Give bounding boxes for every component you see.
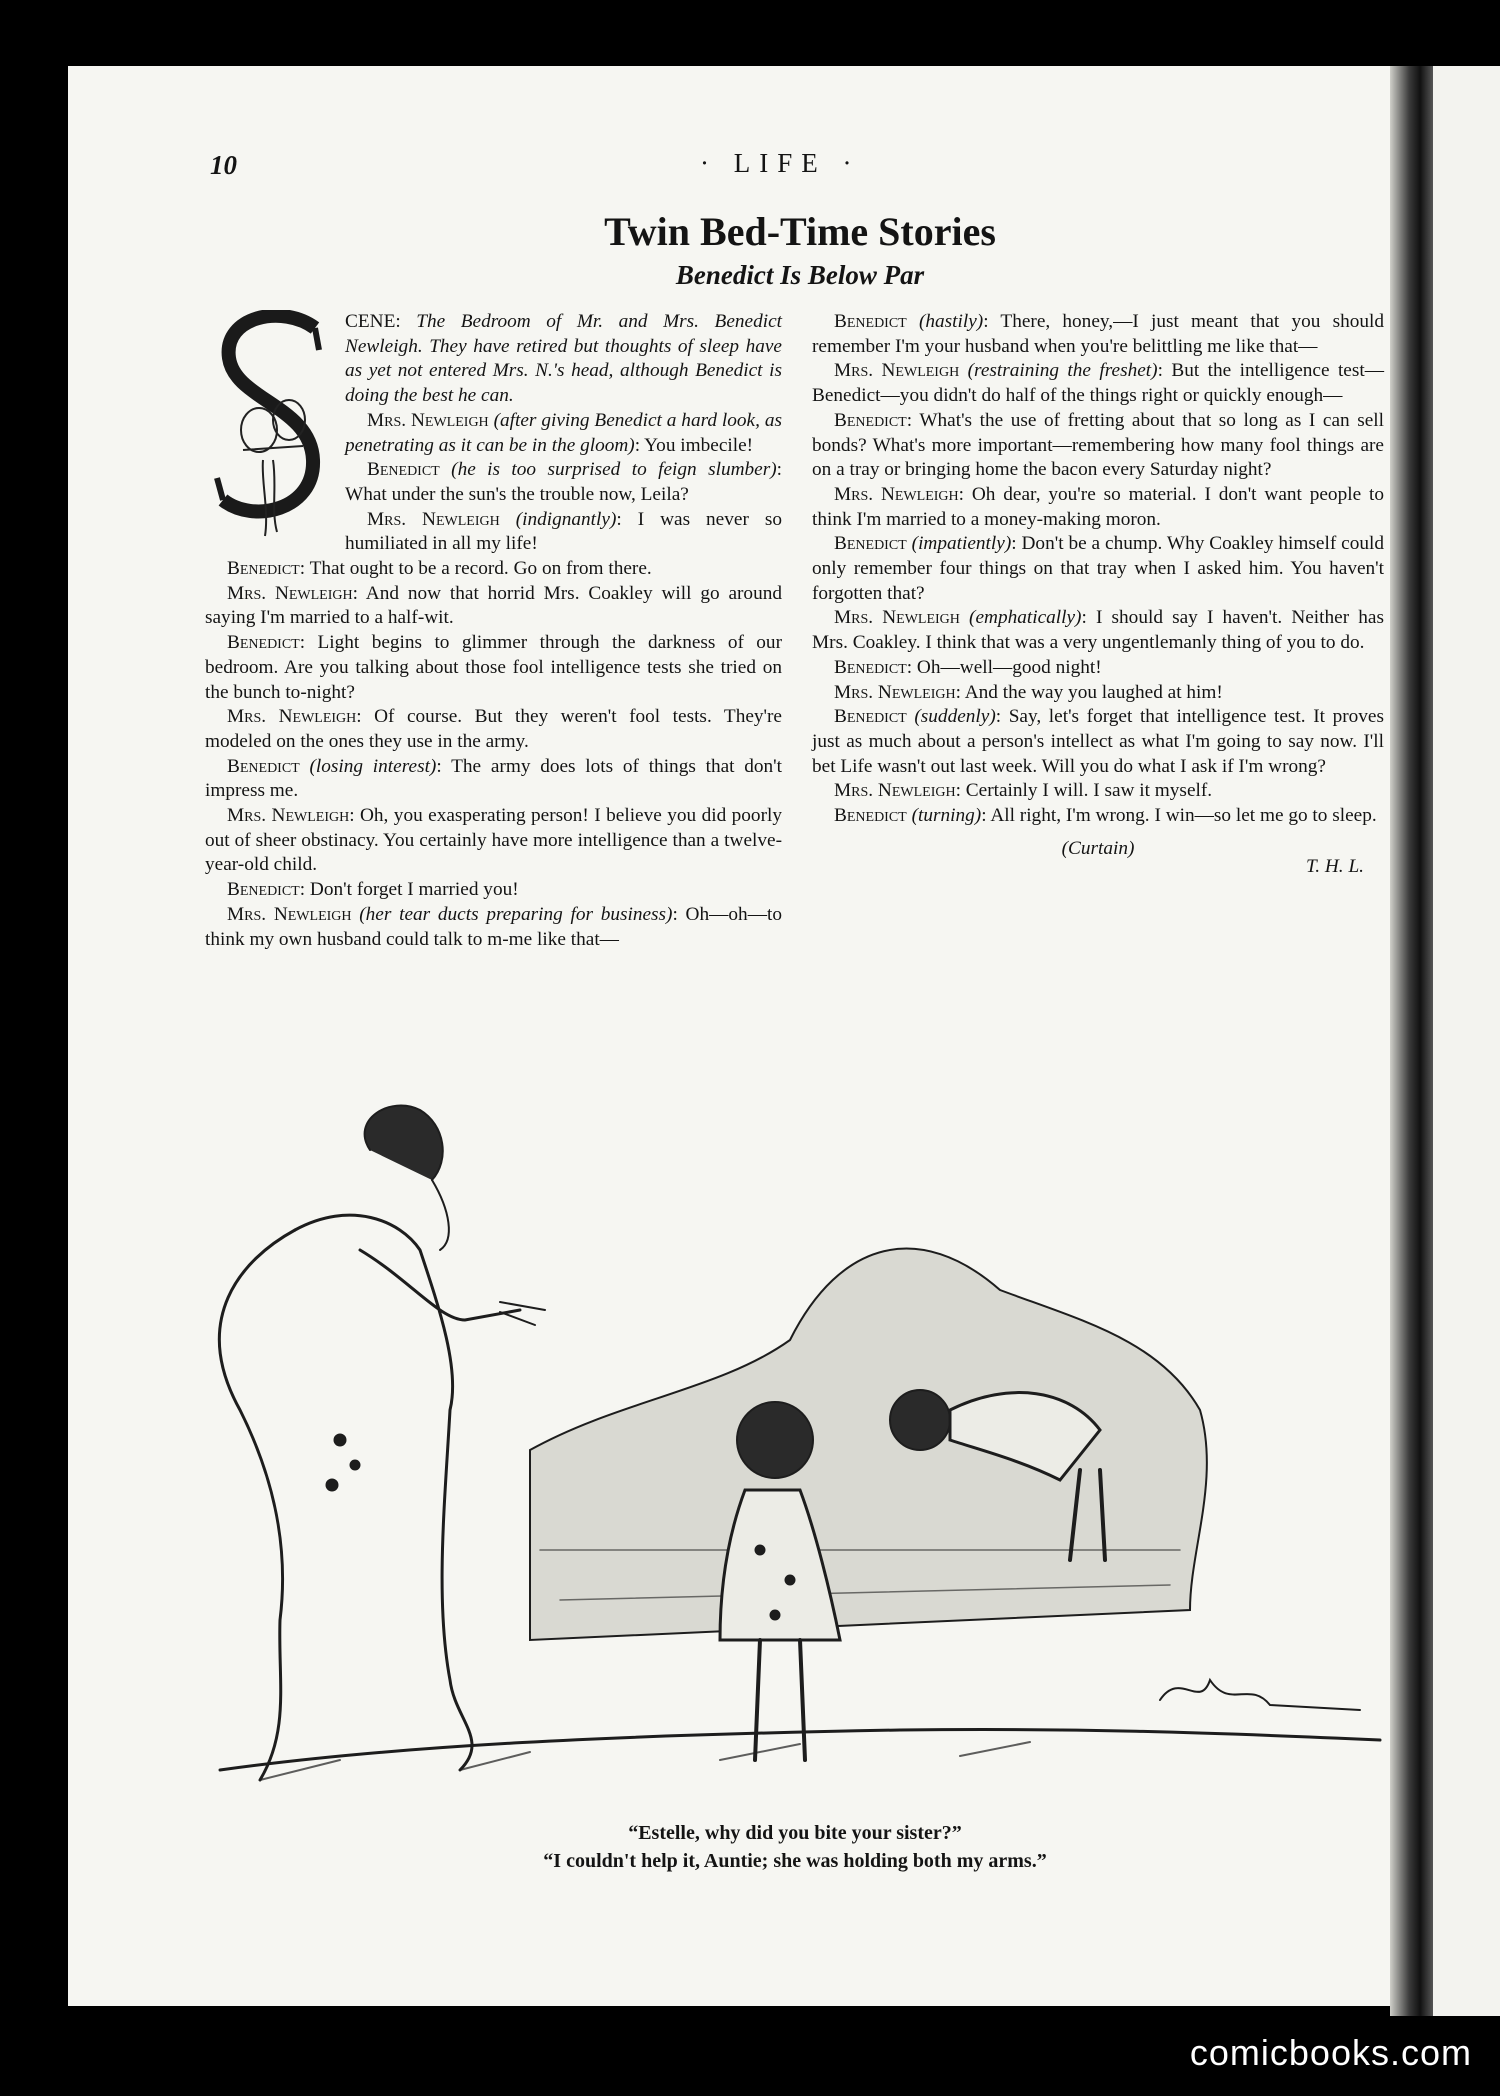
stage-direction: (turning) bbox=[911, 805, 982, 827]
cartoon-illustration bbox=[200, 1080, 1400, 1800]
dialogue-line: : Don't forget I married you! bbox=[299, 879, 519, 901]
speaker-name: Mrs. Newleigh bbox=[367, 409, 489, 431]
dialogue-line: : Don't be a chump. Why Coakley himself could only remember four things on that tray when I asked him. You haven't forgotten that? bbox=[812, 533, 1384, 604]
stage-direction: (indignantly) bbox=[515, 508, 617, 530]
dialogue-line: : Say, let's forget that intelligence test. It proves just as much about a person's intellect as what I'm going to say now. I'll bet Life wasn't out last week. Will you do what I ask if I'm wrong? bbox=[812, 706, 1384, 777]
dialogue-line: : That ought to be a record. Go on from there. bbox=[299, 558, 652, 580]
dialogue-line: : What's the use of fretting about that so long as I can sell bonds? What's more important—remembering how many fool things are on a tray or bringing home the bacon every Saturday night? bbox=[812, 409, 1384, 481]
scene-label: CENE: bbox=[345, 311, 417, 332]
stage-direction: (after giving Benedict a hard look, as penetrating as it can be in the gloom) bbox=[345, 409, 782, 456]
dialogue-line: : Oh, you exasperating person! I believe you did poorly out of sheer obstinacy. You certainly have more intelligence than a twelve-year-old child. bbox=[205, 805, 782, 876]
dialogue-line: : Oh—oh—to think my own husband could talk to m-me like that— bbox=[205, 903, 782, 950]
article-title: Twin Bed-Time Stories bbox=[604, 209, 996, 254]
dialogue-line: : What under the sun's the trouble now, Leila? bbox=[345, 459, 782, 505]
speaker-name: Mrs. Newleigh bbox=[834, 607, 960, 629]
dialogue-line: : The army does lots of things that don't impress me. bbox=[205, 755, 783, 802]
dialogue-line: : Light begins to glimmer through the darkness of our bedroom. Are you talking about those fool intelligence tests she tried on the bunch to-night? bbox=[205, 632, 782, 703]
speaker-name: Benedict bbox=[227, 632, 300, 654]
page-number: 10 bbox=[210, 150, 237, 180]
speaker-name: Mrs. Newleigh bbox=[227, 903, 352, 925]
stage-direction: (hastily) bbox=[918, 311, 984, 332]
cartoon-caption-line1: “Estelle, why did you bite your sister?” bbox=[628, 1822, 962, 1844]
dialogue-line: : Oh—well—good night! bbox=[906, 656, 1102, 678]
facing-page-edge bbox=[1433, 66, 1500, 2016]
running-title: · LIFE · bbox=[700, 148, 861, 178]
speaker-name: Mrs. Newleigh bbox=[227, 805, 350, 827]
decorated-initial-s-illustration bbox=[203, 310, 335, 542]
site-watermark: comicbooks.com bbox=[1189, 2032, 1472, 2073]
speaker-name: Mrs. Newleigh bbox=[834, 681, 956, 703]
dialogue-line: : All right, I'm wrong. I win—so let me go to sleep. bbox=[981, 805, 1377, 827]
speaker-name: Benedict bbox=[834, 805, 907, 827]
article-subtitle: Benedict Is Below Par bbox=[675, 260, 925, 290]
speaker-name: Benedict bbox=[834, 706, 907, 728]
dialogue-line: : And the way you laughed at him! bbox=[955, 681, 1223, 703]
dialogue-line: : Oh dear, you're so material. I don't want people to think I'm married to a money-making moron. bbox=[812, 483, 1384, 530]
speaker-name: Mrs. Newleigh bbox=[227, 706, 357, 728]
speaker-name: Mrs. Newleigh bbox=[367, 508, 500, 530]
speaker-name: Benedict bbox=[834, 533, 907, 555]
speaker-name: Mrs. Newleigh bbox=[227, 582, 353, 604]
text-column-left bbox=[205, 310, 782, 952]
dialogue-line: : And now that horrid Mrs. Coakley will go around saying I'm married to a half-wit. bbox=[205, 582, 782, 629]
stage-direction: (he is too surprised to feign slumber) bbox=[451, 459, 777, 481]
scene-description: The Bedroom of Mr. and Mrs. Benedict Newleigh. They have retired but thoughts of sleep have as yet not entered Mrs. N.'s head, although Benedict is doing the best he can. bbox=[345, 311, 782, 407]
stage-direction: (restraining the freshet) bbox=[967, 360, 1158, 382]
author-initials: T. H. L. bbox=[1305, 856, 1364, 878]
curtain-direction: (Curtain) bbox=[1061, 837, 1135, 859]
stage-direction: (emphatically) bbox=[969, 607, 1082, 629]
speaker-name: Mrs. Newleigh bbox=[834, 360, 960, 382]
speaker-name: Benedict bbox=[227, 879, 300, 901]
dialogue-line: : There, honey,—I just meant that you should remember I'm your husband when you're belittling me like that— bbox=[812, 311, 1384, 357]
speaker-name: Benedict bbox=[834, 311, 907, 332]
dialogue-line: : I was never so humiliated in all my life! bbox=[345, 508, 782, 555]
dialogue-line: : But the intelligence test—Benedict—you didn't do half of the things right or quickly enough— bbox=[812, 360, 1385, 407]
aunt-figure bbox=[219, 1106, 545, 1780]
stage-direction: (losing interest) bbox=[309, 755, 437, 777]
speaker-name: Benedict bbox=[227, 558, 300, 580]
speaker-name: Benedict bbox=[834, 409, 907, 431]
speaker-name: Mrs. Newleigh bbox=[834, 780, 956, 802]
dialogue-line: : Certainly I will. I saw it myself. bbox=[955, 780, 1213, 802]
speaker-name: Mrs. Newleigh bbox=[834, 483, 959, 505]
speaker-name: Benedict bbox=[227, 755, 300, 777]
stage-direction: (suddenly) bbox=[914, 706, 996, 728]
dialogue-line: : You imbecile! bbox=[634, 434, 754, 456]
dialogue-line: : I should say I haven't. Neither has Mrs. Coakley. I think that was a very ungentlemanly thing of you to do. bbox=[812, 607, 1384, 654]
dialogue-line: : Of course. But they weren't fool tests. They're modeled on the ones they use in the army. bbox=[205, 706, 782, 752]
speaker-name: Benedict bbox=[367, 459, 440, 481]
cartoon-caption-line2: “I couldn't help it, Auntie; she was holding both my arms.” bbox=[543, 1850, 1047, 1872]
stage-direction: (impatiently) bbox=[911, 533, 1012, 555]
text-column-right bbox=[812, 310, 1384, 880]
stage-direction: (her tear ducts preparing for business) bbox=[359, 903, 673, 925]
speaker-name: Benedict bbox=[834, 656, 907, 678]
